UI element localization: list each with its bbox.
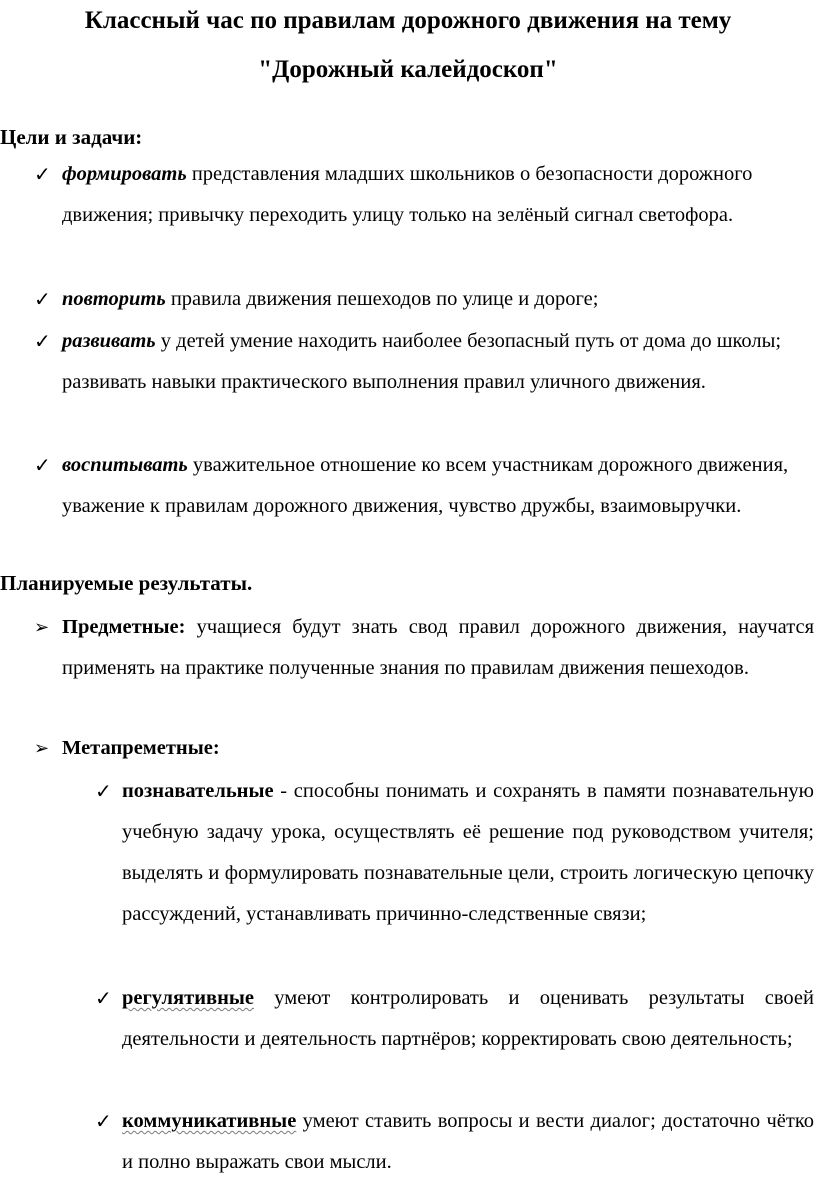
checkmark-icon: ✓ [34, 329, 51, 353]
checkmark-icon: ✓ [34, 162, 51, 186]
document-title-line-2: "Дорожный калейдоскоп" [258, 56, 558, 83]
meta-keyword: Метапреметные: [62, 737, 220, 759]
goal-item-repeat [62, 279, 814, 320]
results-heading: Планируемые результаты. [0, 571, 253, 595]
checkmark-icon: ✓ [34, 287, 51, 311]
meta-results-heading [62, 728, 814, 769]
checkmark-icon: ✓ [95, 779, 112, 803]
document-title-line-1: Классный час по правилам дорожного движения на тему [84, 7, 732, 34]
goal-keyword: воспитывать [62, 454, 188, 476]
arrow-bullet-icon: ➢ [34, 738, 50, 759]
subject-text: учащиеся будут знать свод правил дорожного движения, научатся применять на практике полученные знания по правилам движения пешеходов. [62, 616, 814, 679]
meta-item-keyword: коммуникативные [122, 1110, 297, 1132]
goal-item-form [62, 154, 814, 236]
subject-results [62, 607, 814, 689]
meta-item-cognitive [122, 771, 814, 935]
checkmark-icon: ✓ [95, 1109, 112, 1133]
goal-item-develop [62, 321, 816, 403]
goal-keyword: формировать [62, 163, 187, 185]
meta-item-text: умеют ставить вопросы и вести диалог; достаточно чётко и полно выражать свои мысли. [122, 1110, 814, 1173]
arrow-bullet-icon: ➢ [34, 617, 50, 638]
checkmark-icon: ✓ [34, 453, 51, 477]
meta-item-communicative [122, 1101, 814, 1183]
meta-item-keyword: познавательные [122, 780, 274, 802]
goal-text: у детей умение находить наиболее безопасный путь от дома до школы; развивать навыки практического выполнения правил уличного движения. [62, 330, 782, 393]
goal-keyword: развивать [62, 330, 156, 352]
meta-item-text: - способны понимать и сохранять в памяти познавательную учебную задачу урока, осуществлять её решение под руководством учителя; выделять и формулировать познавательные цели, строить логическую цепочку рассуждений, устанавливать причинно-следственные связи; [122, 780, 814, 925]
goal-text: представления младших школьников о безопасности дорожного движения; привычку переходить улицу только на зелёный сигнал светофора. [62, 163, 753, 226]
goal-item-educate [62, 445, 807, 527]
subject-keyword: Предметные: [62, 616, 186, 638]
meta-item-text: умеют контролировать и оценивать результаты своей деятельности и деятельность партнёров; корректировать свою деятельность; [122, 987, 814, 1050]
goal-keyword: повторить [62, 288, 166, 310]
checkmark-icon: ✓ [95, 986, 112, 1010]
goal-text: уважительное отношение ко всем участникам дорожного движения, уважение к правилам дорожного движения, чувство дружбы, взаимовыручки. [62, 454, 789, 517]
meta-item-regulatory [122, 978, 814, 1060]
meta-item-keyword: регулятивные [122, 987, 255, 1009]
goal-text: правила движения пешеходов по улице и дороге; [165, 288, 599, 310]
goals-heading: Цели и задачи: [0, 125, 143, 149]
